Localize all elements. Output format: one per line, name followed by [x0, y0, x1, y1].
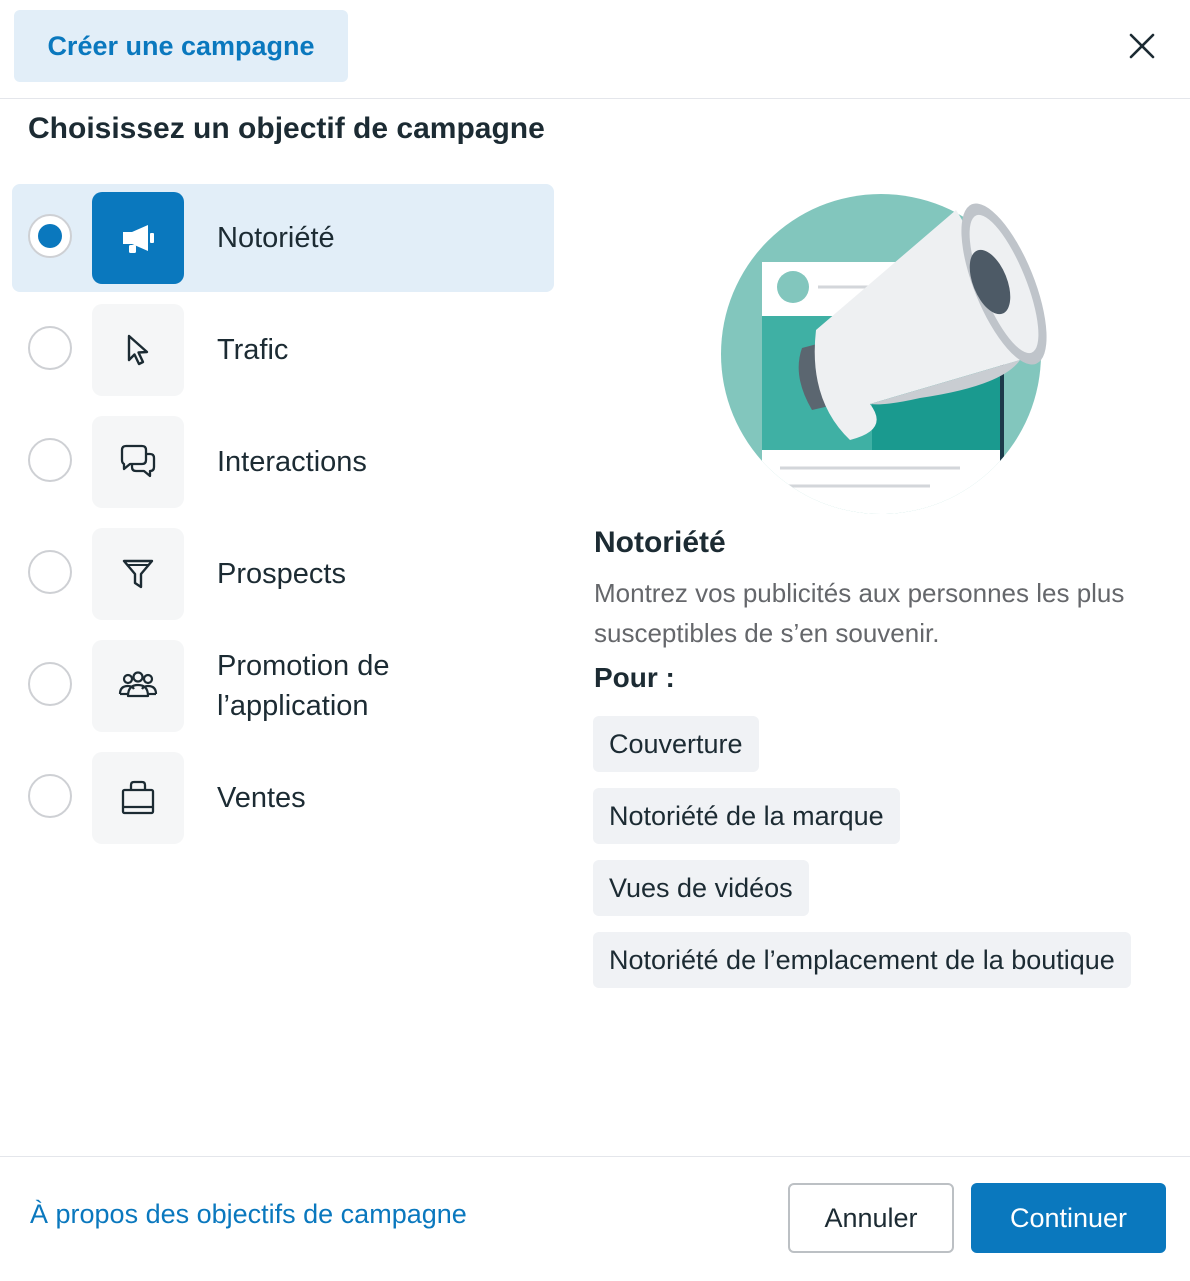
- objective-sales[interactable]: [12, 744, 554, 852]
- detail-description: Montrez vos publicités aux personnes les plus susceptibles de s’en souvenir.: [594, 578, 1125, 648]
- people-group-icon: [116, 664, 160, 708]
- use-case-chip: Notoriété de l’emplacement de la boutique: [593, 932, 1131, 988]
- detail-for-label: Pour :: [594, 662, 675, 693]
- dialog-header: [0, 0, 1190, 99]
- detail-title: Notoriété: [594, 526, 726, 559]
- radio-leads[interactable]: [28, 550, 72, 594]
- objective-app-promotion[interactable]: [12, 632, 554, 740]
- radio-app-promotion[interactable]: [28, 662, 72, 706]
- objective-label: [217, 632, 537, 740]
- objective-icon-box: [92, 304, 184, 396]
- objective-icon-box: [92, 640, 184, 732]
- objective-icon-box: [92, 528, 184, 620]
- objective-icon-box: [92, 752, 184, 844]
- shopping-bag-icon: [116, 776, 160, 820]
- objective-label: Notoriété: [217, 222, 335, 254]
- objective-label: Interactions: [217, 446, 367, 478]
- chat-bubbles-icon: [116, 440, 160, 484]
- continue-button[interactable]: Continuer: [971, 1183, 1166, 1253]
- radio-awareness[interactable]: [28, 214, 72, 258]
- objective-label-line2: l’application: [217, 690, 369, 722]
- cancel-button[interactable]: Annuler: [788, 1183, 954, 1253]
- megaphone-icon: [118, 218, 158, 258]
- dialog-footer: [0, 1156, 1190, 1281]
- objective-awareness[interactable]: [12, 184, 554, 292]
- radio-sales[interactable]: [28, 774, 72, 818]
- use-case-chip: Couverture: [593, 716, 759, 772]
- objective-icon-box: [92, 192, 184, 284]
- megaphone-illustration: [720, 190, 1060, 520]
- objective-label: Trafic: [217, 334, 289, 366]
- cursor-icon: [118, 330, 158, 370]
- objective-label: Prospects: [217, 558, 346, 590]
- use-case-chip: Notoriété de la marque: [593, 788, 900, 844]
- use-case-chip: Vues de vidéos: [593, 860, 809, 916]
- radio-engagement[interactable]: [28, 438, 72, 482]
- objective-icon-box: [92, 416, 184, 508]
- close-button[interactable]: [1118, 22, 1166, 70]
- funnel-icon: [118, 554, 158, 594]
- about-objectives-link[interactable]: À propos des objectifs de campagne: [30, 1199, 467, 1229]
- close-icon: [1118, 22, 1166, 70]
- objective-leads[interactable]: [12, 520, 554, 628]
- objective-engagement[interactable]: [12, 408, 554, 516]
- objective-traffic[interactable]: [12, 296, 554, 404]
- objective-label: Ventes: [217, 782, 306, 814]
- radio-traffic[interactable]: [28, 326, 72, 370]
- objective-label-line1: Promotion de: [217, 650, 390, 682]
- section-title: Choisissez un objectif de campagne: [28, 112, 545, 145]
- dialog-title-tab[interactable]: Créer une campagne: [14, 10, 348, 82]
